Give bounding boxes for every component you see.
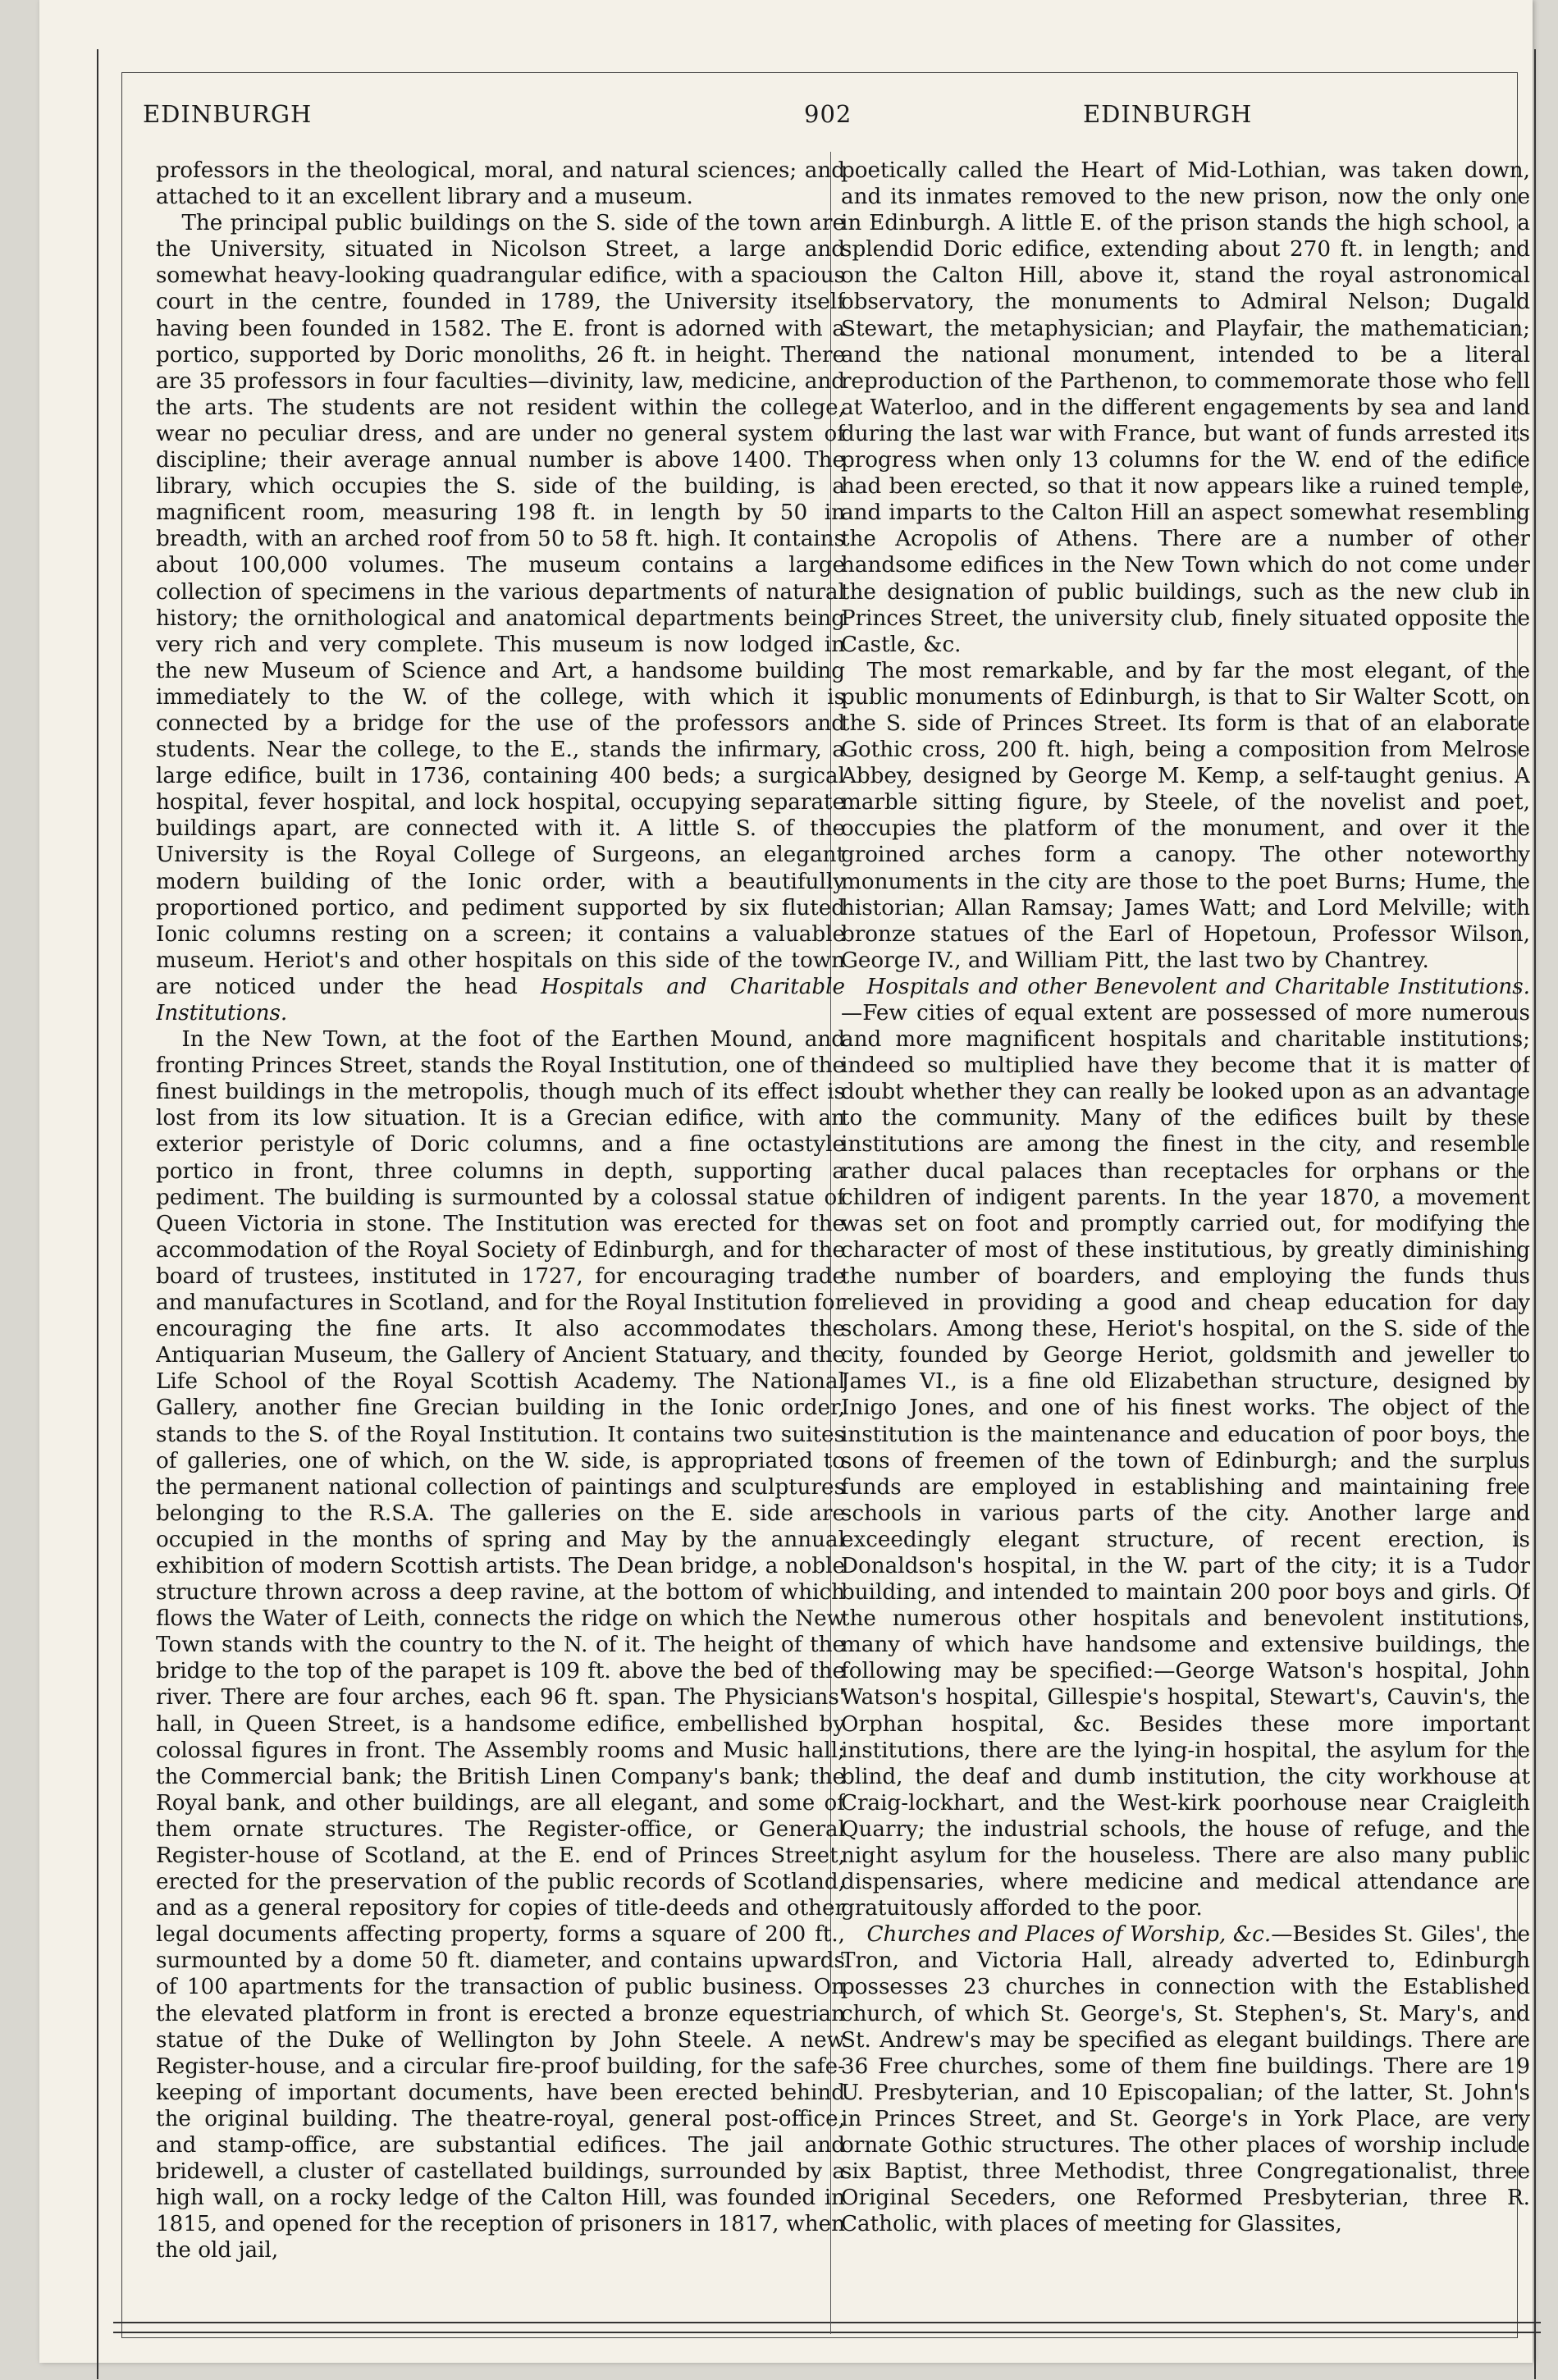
paragraph-text: —Besides St. Giles', the Tron, and Victoria Hall, already adverted to, Edinburgh possesses 23 churches in connection with the Established church, of which St. George's, St. Stephen's, St. Mary's, and St. Andrew's may be specified as elegant buildings. There are 36 Free churches, some of them fine buildings. There are 19 U. Presbyterian, and 10 Episcopalian; of the latter, St. John's in Princes Street, and St. George's in York Place, are very ornate Gothic structures. The other places of worship include six Baptist, three Methodist, three Congregationalist, three Original Seceders, one Reformed Presbyterian, three R. Catholic, with places of meeting for Glassites, [841, 1922, 1530, 2237]
cross-reference: Hospitals and Charitable Institutions. [156, 974, 845, 1026]
page-number: 902 [804, 100, 852, 128]
header-right-title: EDINBURGH [1083, 100, 1253, 128]
section-heading: Churches and Places of Worship, &c. [866, 1922, 1272, 1948]
running-header [115, 100, 1477, 136]
paragraph: The most remarkable, and by far the most elegant, of the public monuments of Edinburgh, is that to Sir Walter Scott, on the S. side of Princes Street. Its form is that of an elaborate Gothic cross, 200 ft. high, being a composition from Melrose Abbey, designed by George M. Kemp, a self-taught genius. A marble sitting figure, by Steele, of the novelist and poet, occupies the platform of the monument, and over it the groined arches form a canopy. The other noteworthy monuments in the city are those to the poet Burns; Hume, the historian; Allan Ramsay; James Watt; and Lord Melville; with bronze statues of the Earl of Hopetoun, Professor Wilson, George IV., and William Pitt, the last two by Chantrey. [841, 658, 1530, 973]
left-column [156, 158, 845, 2323]
paragraph: professors in the theological, moral, and natural sciences; and attached to it an excellent library and a museum. [156, 158, 845, 210]
paragraph: In the New Town, at the foot of the Earthen Mound, and fronting Princes Street, stands the Royal Institution, one of the finest buildings in the metropolis, though much of its effect is lost from its low situation. It is a Grecian edifice, with an exterior peristyle of Doric columns, and a fine octastyle portico in front, three columns in depth, supporting a pediment. The building is surmounted by a colossal statue of Queen Victoria in stone. The Institution was erected for the accommodation of the Royal Society of Edinburgh, and for the board of trustees, instituted in 1727, for encouraging trade and manufactures in Scotland, and for the Royal Institution for encouraging the fine arts. It also accommodates the Antiquarian Museum, the Gallery of Ancient Statuary, and the Life School of the Royal Scottish Academy. The National Gallery, another fine Grecian building in the Ionic order, stands to the S. of the Royal Institution. It contains two suites of galleries, one of which, on the W. side, is appropriated to the permanent national collection of paintings and sculptures belonging to the R.S.A. The galleries on the E. side are occupied in the months of spring and May by the annual exhibition of modern Scottish artists. The Dean bridge, a noble structure thrown across a deep ravine, at the bottom of which flows the Water of Leith, connects the ridge on which the New Town stands with the country to the N. of it. The height of the bridge to the top of the parapet is 109 ft. above the bed of the river. There are four arches, each 96 ft. span. The Physicians' hall, in Queen Street, is a handsome edifice, embellished by colossal figures in front. The Assembly rooms and Music hall; the Commercial bank; the British Linen Company's bank; the Royal bank, and other buildings, are all elegant, and some of them ornate structures. The Register-office, or General Register-house of Scotland, at the E. end of Princes Street, erected for the preservation of the public records of Scotland, and as a general repository for copies of title-deeds and other legal documents affecting property, forms a square of 200 ft., surmounted by a dome 50 ft. diameter, and contains upwards of 100 apartments for the transaction of public business. On the elevated platform in front is erected a bronze equestrian statue of the Duke of Wellington by John Steele. A new Register-house, and a circular fire-proof building, for the safe-keeping of important documents, have been erected behind the original building. The theatre-royal, general post-office, and stamp-office, are substantial edifices. The jail and bridewell, a cluster of castellated buildings, surrounded by a high wall, on a rocky ledge of the Calton Hill, was founded in 1815, and opened for the reception of prisoners in 1817, when the old jail, [156, 1027, 845, 2264]
right-column [841, 158, 1530, 2323]
paragraph-text: The principal public buildings on the S. side of the town are the University, situated in Nicolson Street, a large and somewhat heavy-looking quadrangular edifice, with a spacious court in the centre, founded in 1789, the University itself having been founded in 1582. The E. front is adorned with a portico, supported by Doric monoliths, 26 ft. in height. There are 35 professors in four faculties—divinity, law, medicine, and the arts. The students are not resident within the college, wear no peculiar dress, and are under no general system of discipline; their average annual number is above 1400. The library, which occupies the S. side of the building, is a magnificent room, measuring 198 ft. in length by 50 in breadth, with an arched roof from 50 to 58 ft. high. It contains about 100,000 volumes. The museum contains a large collection of specimens in the various departments of natural history; the ornithological and anatomical departments being very rich and very complete. This museum is now lodged in the new Museum of Science and Art, a handsome building immediately to the W. of the college, with which it is connected by a bridge for the use of the professors and students. Near the college, to the E., stands the infirmary, a large edifice, built in 1736, containing 400 beds; a surgical hospital, fever hospital, and lock hospital, occupying separate buildings apart, are connected with it. A little S. of the University is the Royal College of Surgeons, an elegant modern building of the Ionic order, with a beautifully proportioned portico, and pediment supported by six fluted Ionic columns resting on a screen; it contains a valuable museum. Heriot's and other hospitals on this side of the town are noticed under the head [156, 211, 845, 999]
paragraph [156, 210, 845, 1026]
bottom-rule-double [113, 2332, 1541, 2333]
section-heading: Hospitals and other Benevolent and Charitable Institutions. [866, 974, 1530, 999]
paragraph: poetically called the Heart of Mid-Lothian, was taken down, and its inmates removed to the new prison, now the only one in Edinburgh. A little E. of the prison stands the high school, a splendid Doric edifice, extending about 270 ft. in length; and on the Calton Hill, above it, stand the royal astronomical observatory, the monuments to Admiral Nelson; Dugald Stewart, the metaphysician; and Playfair, the mathematician; and the national monument, intended to be a literal reproduction of the Parthenon, to commemorate those who fell at Waterloo, and in the different engagements by sea and land during the last war with France, but want of funds arrested its progress when only 13 columns for the W. end of the edifice had been erected, so that it now appears like a ruined temple, and imparts to the Calton Hill an aspect somewhat resembling the Acropolis of Athens. There are a number of other handsome edifices in the New Town which do not come under the designation of public buildings, such as the new club in Princes Street, the university club, finely situated opposite the Castle, &c. [841, 158, 1530, 657]
paragraph [841, 974, 1530, 1921]
paragraph-text: —Few cities of equal extent are possessed of more numerous and more magnificent hospitals and charitable institutions; indeed so multiplied have they become that it is matter of doubt whether they can really be looked upon as an advantage to the community. Many of the edifices built by these institutions are among the finest in the city, and resemble rather ducal palaces than receptacles for orphans or the children of indigent parents. In the year 1870, a movement was set on foot and promptly carried out, for modifying the character of most of these institutious, by greatly diminishing the number of boarders, and employing the funds thus relieved in providing a good and cheap education for day scholars. Among these, Heriot's hospital, on the S. side of the city, founded by George Heriot, goldsmith and jeweller to James VI., is a fine old Elizabethan structure, designed by Inigo Jones, and one of his finest works. The object of the institution is the maintenance and education of poor boys, the sons of freemen of the town of Edinburgh; and the surplus funds are employed in establishing and maintaining free schools in various parts of the city. Another large and exceedingly elegant structure, of recent erection, is Donaldson's hospital, in the W. part of the city; it is a Tudor building, and intended to maintain 200 poor boys and girls. Of the numerous other hospitals and benevolent institutions, many of which have handsome and extensive buildings, the following may be specified:—George Watson's hospital, John Watson's hospital, Gillespie's hospital, Stewart's, Cauvin's, the Orphan hospital, &c. Besides these more important institutions, there are the lying-in hospital, the asylum for the blind, the deaf and dumb institution, the city workhouse at Craig-lockhart, and the West-kirk poorhouse near Craigleith Quarry; the industrial schools, the house of refuge, and the night asylum for the houseless. There are also many public dispensaries, where medicine and medical attendance are gratuitously afforded to the poor. [841, 1001, 1530, 1921]
header-left-title: EDINBURGH [143, 100, 313, 128]
paragraph [841, 1921, 1530, 2237]
